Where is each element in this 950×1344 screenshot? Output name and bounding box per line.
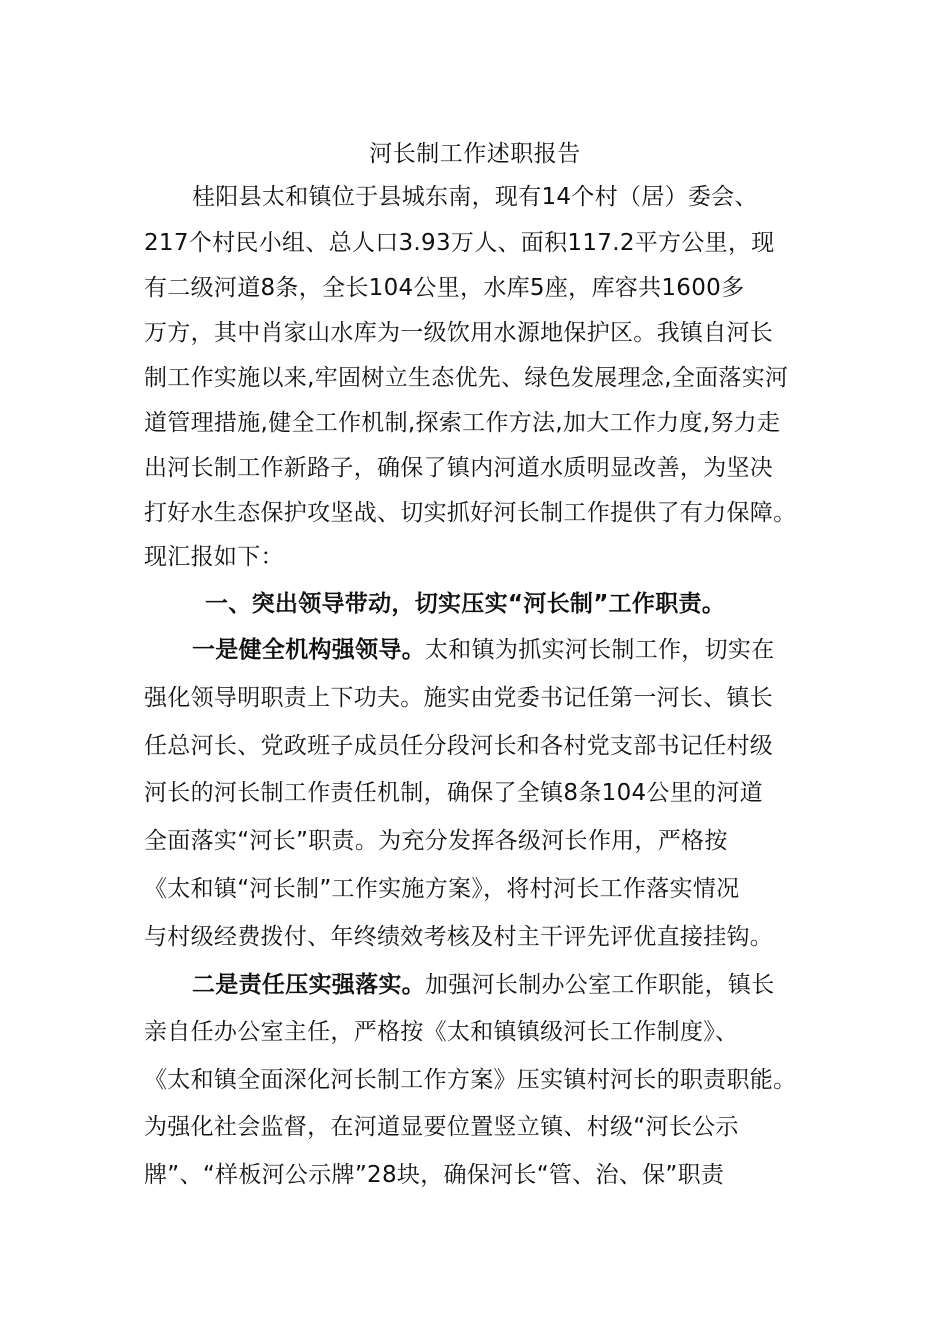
paragraph-line: 现汇报如下： — [144, 544, 284, 570]
paragraph-line: 二是责任压实强落实。加强河长制办公室工作职能，镇长 — [192, 972, 775, 998]
paragraph-line: 《太和镇全面深化河长制工作方案》压实镇村河长的职责职能。 — [144, 1067, 797, 1093]
paragraph-line: 217个村民小组、总人口3.93万人、面积117.2平方公里，现 — [144, 230, 775, 256]
paragraph-line: 出河长制工作新路子，确保了镇内河道水质明显改善，为坚决 — [144, 455, 774, 481]
paragraph-line: 打好水生态保护攻坚战、切实抓好河长制工作提供了有力保障。 — [144, 500, 797, 526]
paragraph-line: 道管理措施,健全工作机制,探索工作方法,加大工作力度,努力走 — [144, 410, 781, 436]
paragraph-lead: 二是责任压实强落实。 — [192, 972, 425, 998]
paragraph-line: 任总河长、党政班子成员任分段河长和各村党支部书记任村级 — [144, 733, 774, 759]
paragraph-line: 河长的河长制工作责任机制，确保了全镇8条104公里的河道 — [144, 780, 763, 806]
paragraph-line: 《太和镇“河长制”工作实施方案》，将村河长工作落实情况 — [144, 876, 740, 902]
paragraph-line: 一是健全机构强领导。太和镇为抓实河长制工作，切实在 — [192, 637, 775, 663]
paragraph-lead: 一是健全机构强领导。 — [192, 637, 425, 663]
paragraph-line: 强化领导明职责上下功夫。施实由党委书记任第一河长、镇长 — [144, 685, 774, 711]
paragraph-line: 万方，其中肖家山水库为一级饮用水源地保护区。我镇自河长 — [144, 320, 774, 346]
document-title: 河长制工作述职报告 — [369, 141, 581, 167]
paragraph-line: 与村级经费拨付、年终绩效考核及村主干评先评优直接挂钩。 — [144, 924, 774, 950]
paragraph-line: 亲自任办公室主任，严格按《太和镇镇级河长工作制度》、 — [144, 1019, 739, 1045]
paragraph-line: 有二级河道8条，全长104公里，水库5座，库容共1600多 — [144, 275, 745, 301]
paragraph-line: 制工作实施以来,牢固树立生态优先、绿色发展理念,全面落实河 — [144, 365, 789, 391]
paragraph-line: 全面落实“河长”职责。为充分发挥各级河长作用，严格按 — [144, 828, 728, 854]
paragraph-line: 桂阳县太和镇位于县城东南，现有14个村（居）委会、 — [192, 184, 758, 210]
section-heading: 一、突出领导带动，切实压实“河长制”工作职责。 — [205, 591, 726, 617]
paragraph-line: 牌”、“样板河公示牌”28块，确保河长“管、治、保”职责 — [144, 1162, 725, 1188]
paragraph-line: 为强化社会监督，在河道显要位置竖立镇、村级“河长公示 — [144, 1114, 739, 1140]
